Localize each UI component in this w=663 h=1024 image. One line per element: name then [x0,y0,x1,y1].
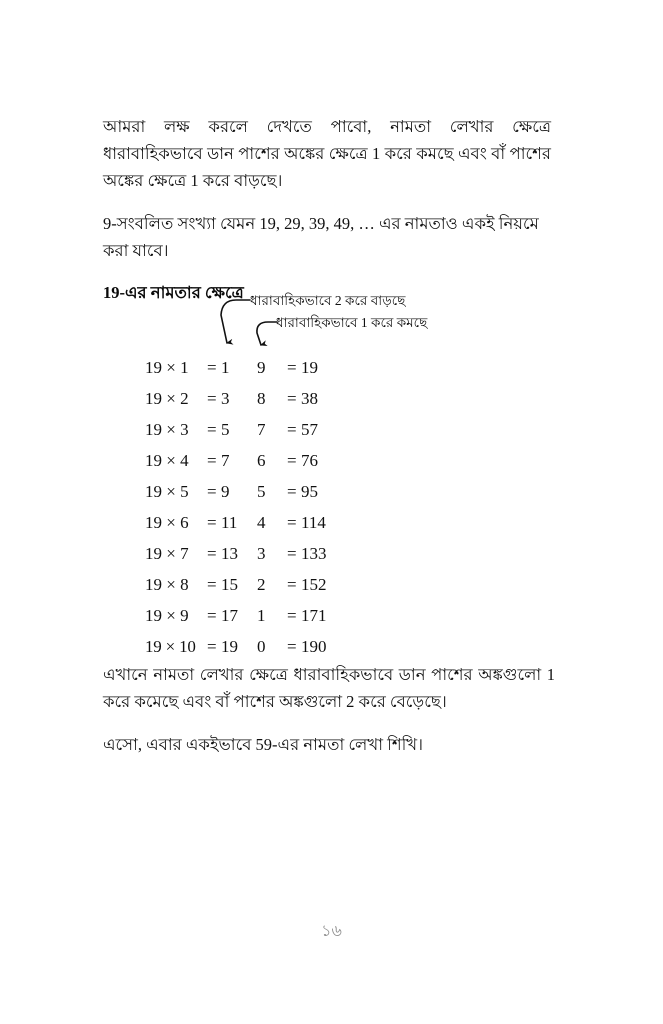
page-content-tail [103,661,555,774]
row-left-digit: 15 [221,575,238,594]
row-right-digit: 8 [257,389,266,408]
row-left-digit: 11 [221,513,238,532]
paragraph-nine-numbers: 9-সংবলিত সংখ্যা যেমন 19, 29, 39, 49, … এর নামতাও একই নিয়মে করা যাবে। [103,214,539,260]
paragraph-next-task: এসো, এবার একইভাবে 59-এর নামতা লেখা শিখি। [103,735,424,754]
row-expression: 19 × 6 [145,513,189,532]
row-equals-1: = [207,389,217,408]
row-equals-2: = [287,482,297,501]
row-equals-2: = [287,358,297,377]
row-expression: 19 × 5 [145,482,189,501]
row-product: 171 [301,606,327,625]
page-number: ১৬ [321,923,342,940]
row-left-digit: 19 [221,637,238,656]
row-left-digit: 3 [221,389,230,408]
row-right-digit: 1 [257,606,266,625]
row-equals-1: = [207,358,217,377]
row-product: 38 [301,389,318,408]
row-equals-1: = [207,451,217,470]
row-right-digit: 7 [257,420,266,439]
row-right-digit: 0 [257,637,266,656]
multiplication-table-19 [145,352,327,662]
arrow-to-right-digit-column [257,322,277,345]
row-expression: 19 × 10 [145,637,196,656]
row-left-digit: 5 [221,420,230,439]
row-equals-1: = [207,575,217,594]
row-left-digit: 7 [221,451,230,470]
annotation-group [0,293,663,355]
row-equals-2: = [287,451,297,470]
annotation-label-decreasing: ধারাবাহিকভাবে 1 করে কমছে [276,315,428,330]
row-expression: 19 × 8 [145,575,189,594]
row-left-digit: 17 [221,606,238,625]
row-right-digit: 4 [257,513,266,532]
row-equals-1: = [207,513,217,532]
row-right-digit: 5 [257,482,266,501]
table-row [145,507,327,538]
row-product: 19 [301,358,318,377]
row-product: 114 [301,513,326,532]
table-row [145,569,327,600]
row-equals-2: = [287,544,297,563]
row-product: 190 [301,637,327,656]
row-right-digit: 2 [257,575,266,594]
row-expression: 19 × 4 [145,451,189,470]
row-equals-1: = [207,606,217,625]
row-expression: 19 × 1 [145,358,189,377]
table-row [145,352,327,383]
row-equals-2: = [287,637,297,656]
row-equals-2: = [287,420,297,439]
row-left-digit: 13 [221,544,238,563]
row-equals-1: = [207,420,217,439]
row-expression: 19 × 2 [145,389,189,408]
row-product: 57 [301,420,318,439]
row-product: 133 [301,544,327,563]
paragraph-explanation: এখানে নামতা লেখার ক্ষেত্রে ধারাবাহিকভাবে ডান পাশের অঙ্কগুলো 1 করে কমেছে এবং বাঁ পাশের অঙ্কগুলো 2 করে বেড়েছে। [103,665,555,711]
row-right-digit: 9 [257,358,266,377]
table-row [145,631,327,662]
row-expression: 19 × 3 [145,420,189,439]
row-product: 152 [301,575,327,594]
row-product: 95 [301,482,318,501]
row-expression: 19 × 9 [145,606,189,625]
row-equals-1: = [207,637,217,656]
table-row [145,414,327,445]
row-right-digit: 3 [257,544,266,563]
row-equals-2: = [287,575,297,594]
arrow-to-left-digit-column [221,300,250,343]
annotation-label-increasing: ধারাবাহিকভাবে 2 করে বাড়ছে [250,293,406,308]
page-content [103,113,551,306]
row-equals-1: = [207,482,217,501]
table-row [145,383,327,414]
row-product: 76 [301,451,318,470]
section-heading-19-table: 19-এর নামতার ক্ষেত্রে [103,283,244,302]
table-row [145,476,327,507]
row-equals-2: = [287,606,297,625]
row-equals-2: = [287,513,297,532]
row-right-digit: 6 [257,451,266,470]
row-equals-1: = [207,544,217,563]
table-row [145,538,327,569]
row-equals-2: = [287,389,297,408]
paragraph-intro: আমরা লক্ষ করলে দেখতে পাবো, নামতা লেখার ক্ষেত্রে ধারাবাহিকভাবে ডান পাশের অঙ্কের ক্ষেত্রে 1 করে কমছে এবং বাঁ পাশের অঙ্কের ক্ষেত্রে 1 করে বাড়ছে। [103,117,551,190]
table-row [145,600,327,631]
row-left-digit: 9 [221,482,230,501]
row-left-digit: 1 [221,358,230,377]
table-row [145,445,327,476]
row-expression: 19 × 7 [145,544,189,563]
